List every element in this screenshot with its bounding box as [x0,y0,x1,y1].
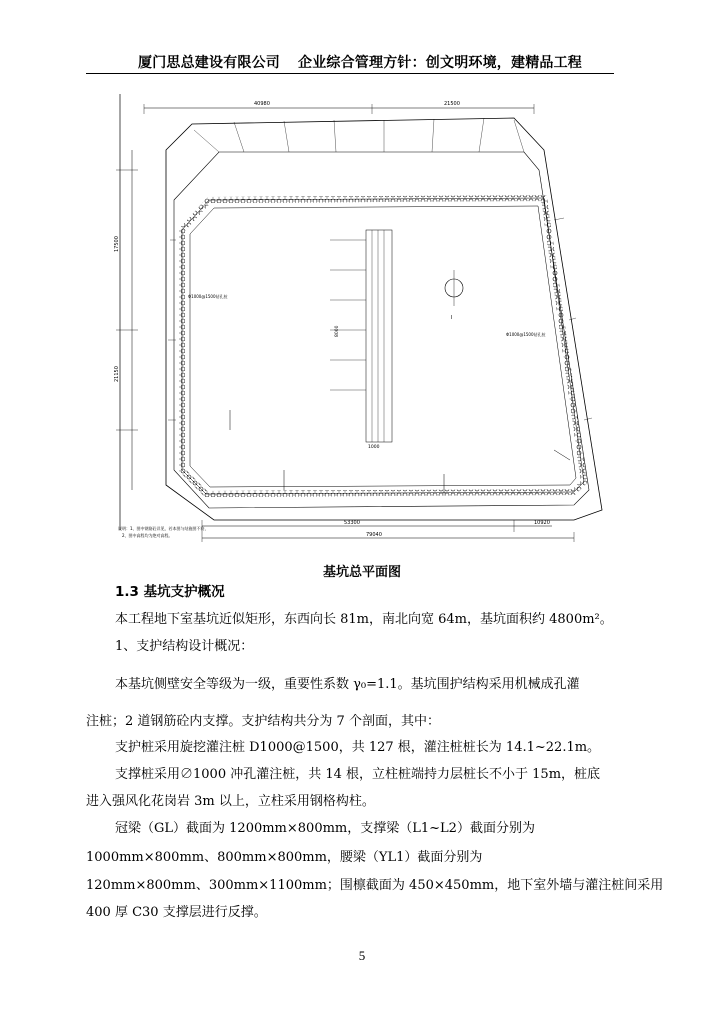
dim-left-2: 21150 [114,366,120,382]
management-policy: 企业综合管理方针：创文明环境，建精品工程 [298,55,582,71]
dim-top-left: 40980 [254,101,270,107]
paragraph-beams-line2: 1000mm×800mm、800mm×800mm，腰梁（YL1）截面分别为 [86,850,483,865]
section-title: 1.3 基坑支护概况 [115,584,225,600]
paragraph-beams-line3: 120mm×800mm、300mm×1100mm；围檩截面为 450×450mm，地下室外墙与灌注桩间采用 [86,878,664,893]
paragraph-support-piles: 支护桩采用旋挖灌注桩 D1000@1500，共 127 根，灌注桩桩长为 14.1~22.1m。 [115,740,601,755]
figure-caption: 基坑总平面图 [322,565,401,580]
dim-bottom-total: 79040 [366,532,382,538]
paragraph-design-heading: 1、支护结构设计概况： [115,639,254,654]
dim-left-1: 17500 [114,236,120,252]
paragraph-beams-line1: 冠梁（GL）截面为 1200mm×800mm，支撑梁（L1~L2）截面分别为 [115,821,535,836]
drawing-note-1: 说明：1、图中钢筋砼详见，若本图与结施图不符， [118,526,209,531]
pile-note-left: Φ1000@1500钻孔桩 [188,294,228,299]
dim-inner: 1000 [368,445,380,450]
paragraph-strut-piles-line2: 进入强风化花岗岩 3m 以上，立柱采用钢格构柱。 [86,794,375,809]
dim-bottom-right: 10920 [534,520,550,526]
drawing-note-2: 2、图中高程均为绝对高程。 [122,533,173,538]
paragraph-overview: 本工程地下室基坑近似矩形，东西向长 81m，南北向宽 64m，基坑面积约 4800m²。 [115,612,613,627]
paragraph-safety-line2: 注桩；2 道钢筋砼内支撑。支护结构共分为 7 个剖面，其中： [86,714,440,729]
dim-vertical: 8000 [335,325,340,337]
page-header [120,52,600,72]
paragraph-safety-line1: 本基坑侧壁安全等级为一级，重要性系数 γ₀=1.1。基坑围护结构采用机械成孔灌 [115,677,580,692]
paragraph-beams-line4: 400 厚 C30 支撑层进行反撑。 [86,905,267,920]
section-label: I [451,315,453,321]
company-name: 厦门思总建设有限公司 [138,55,280,71]
pile-note-right: Φ1000@1500钻孔桩 [506,332,546,337]
header-rule [86,73,614,74]
page-number: 5 [358,948,366,963]
foundation-pit-plan-drawing [114,90,620,545]
paragraph-strut-piles-line1: 支撑桩采用∅1000 冲孔灌注桩，共 14 根，立柱桩端持力层桩长不小于 15m，桩底 [115,767,601,782]
dim-bottom-mid: 53300 [344,520,360,526]
dim-top-right: 21500 [444,101,460,107]
